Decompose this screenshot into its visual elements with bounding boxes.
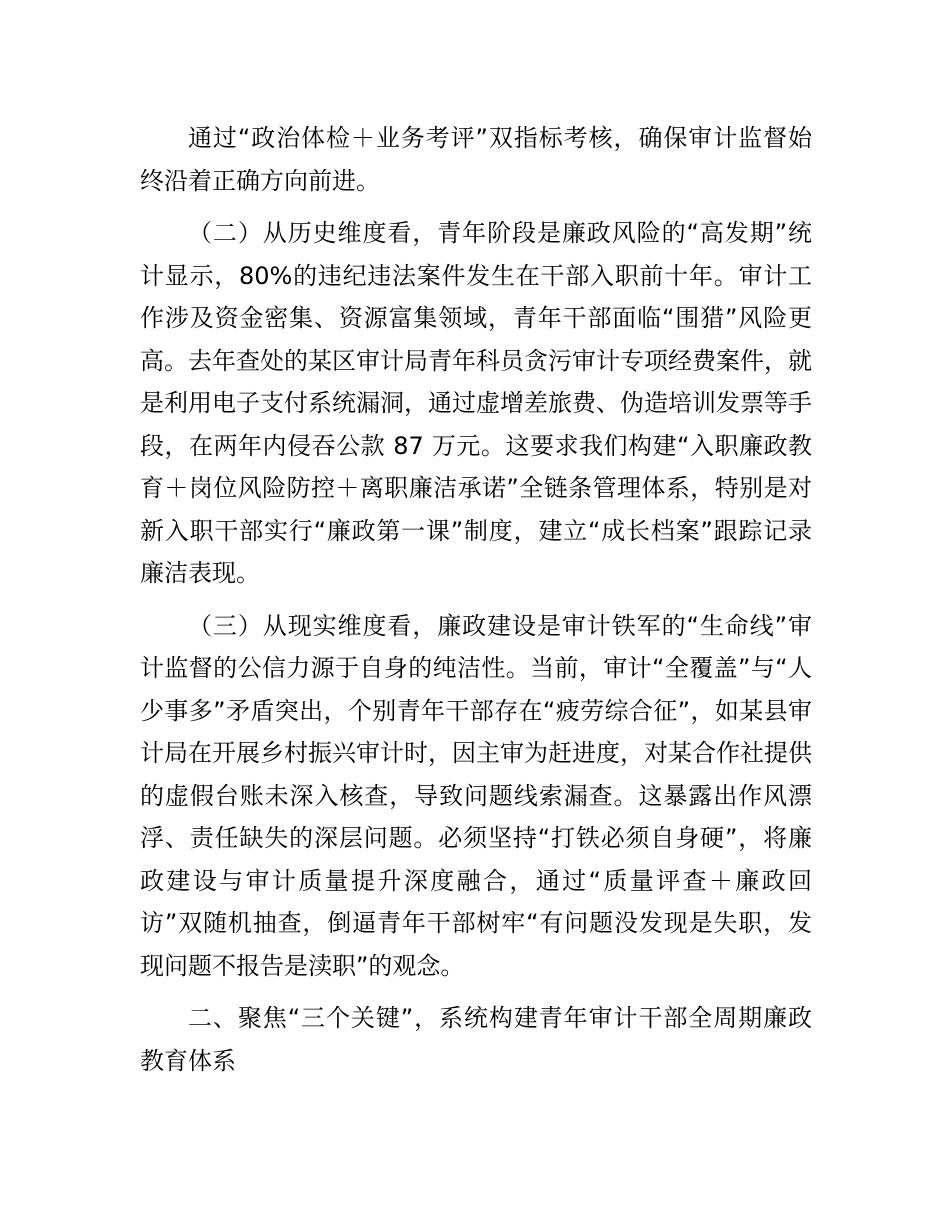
paragraph-practical-dimension: （三）从现实维度看，廉政建设是审计铁军的“生命线”审计监督的公信力源于自身的纯洁性。当前，审计“全覆盖”与“人少事多”矛盾突出，个别青年干部存在“疲劳综合征”，如某县审计局在开展乡村振兴审计时，因主审为赶进度，对某合作社提供的虚假台账未深入核查，导致问题线索漏查。这暴露出作风漂浮、责任缺失的深层问题。必须坚持“打铁必须自身硬”，将廉政建设与审计质量提升深度融合，通过“质量评查＋廉政回访”双随机抽查，倒逼青年干部树牢“有问题没发现是失职，发现问题不报告是渎职”的观念。: [140, 611, 812, 980]
section-heading-three-keys: 二、聚焦“三个关键”，系统构建青年审计干部全周期廉政教育体系: [140, 1004, 812, 1075]
paragraph-political-check: 通过“政治体检＋业务考评”双指标考核，确保审计监督始终沿着正确方向前进。: [140, 124, 812, 195]
document-body: [140, 117, 812, 1082]
paragraph-historical-dimension: （二）从历史维度看，青年阶段是廉政风险的“高发期”统计显示，80%的违纪违法案件发生在干部入职前十年。审计工作涉及资金密集、资源富集领域，青年干部面临“围猎”风险更高。去年查处的某区审计局青年科员贪污审计专项经费案件，就是利用电子支付系统漏洞，通过虚增差旅费、伪造培训发票等手段，在两年内侵吞公款 87 万元。这要求我们构建“入职廉政教育＋岗位风险防控＋离职廉洁承诺”全链条管理体系，特别是对新入职干部实行“廉政第一课”制度，建立“成长档案”跟踪记录廉洁表现。: [140, 219, 812, 587]
